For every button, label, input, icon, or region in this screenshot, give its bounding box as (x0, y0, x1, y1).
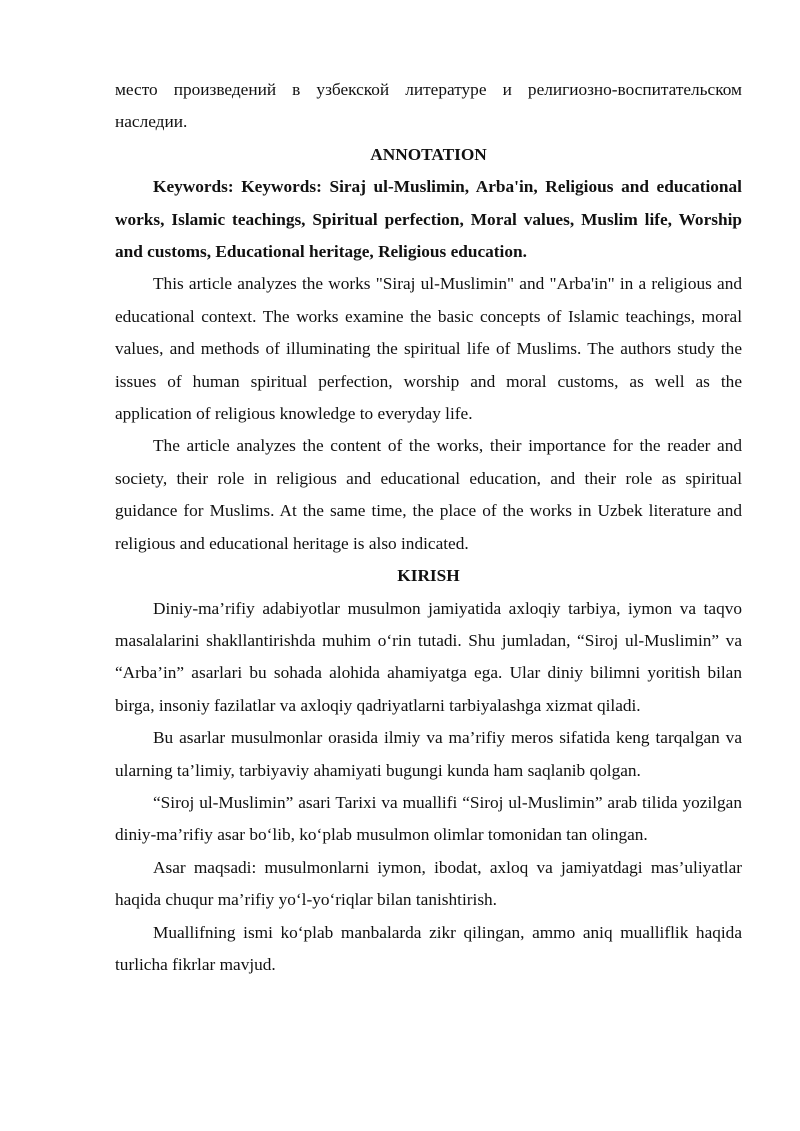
annotation-heading: ANNOTATION (370, 144, 487, 164)
kirish-heading: KIRISH (397, 566, 460, 586)
annotation-paragraph-2: The article analyzes the content of the works, their importance for the reader and society, their role in religious and educational education, and their role as spiritual guidance for Muslims. At the same time, the place of the works in Uzbek literature and religious and educational heritage is also indicated. (115, 436, 742, 553)
russian-abstract-tail: место произведений в узбекской литературе и религиозно-воспитательском наследии. (115, 80, 742, 132)
keywords-paragraph: Keywords: Keywords: Siraj ul-Muslimin, Arba'in, Religious and educational works, Islamic teachings, Spiritual perfection, Moral values, Muslim life, Worship and customs, Educational heritage, Religious education. (115, 177, 742, 262)
document-page (115, 74, 742, 981)
annotation-paragraph-1: This article analyzes the works "Siraj ul-Muslimin" and "Arba'in" in a religious and educational context. The works examine the basic concepts of Islamic teachings, moral values, and methods of illuminating the spiritual life of Muslims. The authors study the issues of human spiritual perfection, worship and moral customs, as well as the application of religious knowledge to everyday life. (115, 274, 742, 424)
kirish-paragraph-2: Bu asarlar musulmonlar orasida ilmiy va ma’rifiy meros sifatida keng tarqalgan va ularning ta’limiy, tarbiyaviy ahamiyati bugungi kunda ham saqlanib qolgan. (115, 728, 742, 780)
kirish-paragraph-1: Diniy-ma’rifiy adabiyotlar musulmon jamiyatida axloqiy tarbiya, iymon va taqvo masalalarini shakllantirishda muhim o‘rin tutadi. Shu jumladan, “Siroj ul-Muslimin” va “Arba’in” asarlari bu sohada alohida ahamiyatga ega. Ular diniy bilimni yoritish bilan birga, insoniy fazilatlar va axloqiy qadriyatlarni tarbiyalashga xizmat qiladi. (115, 598, 742, 715)
kirish-paragraph-3: “Siroj ul-Muslimin” asari Tarixi va muallifi “Siroj ul-Muslimin” arab tilida yozilgan diniy-ma’rifiy asar bo‘lib, ko‘plab musulmon olimlar tomonidan tan olingan. (115, 792, 742, 845)
kirish-paragraph-5: Muallifning ismi ko‘plab manbalarda zikr qilingan, ammo aniq mualliflik haqida turlicha fikrlar mavjud. (115, 922, 742, 974)
kirish-paragraph-4: Asar maqsadi: musulmonlarni iymon, ibodat, axloq va jamiyatdagi mas’uliyatlar haqida chuqur ma’rifiy yo‘l-yo‘riqlar bilan tanishtirish. (115, 857, 742, 910)
